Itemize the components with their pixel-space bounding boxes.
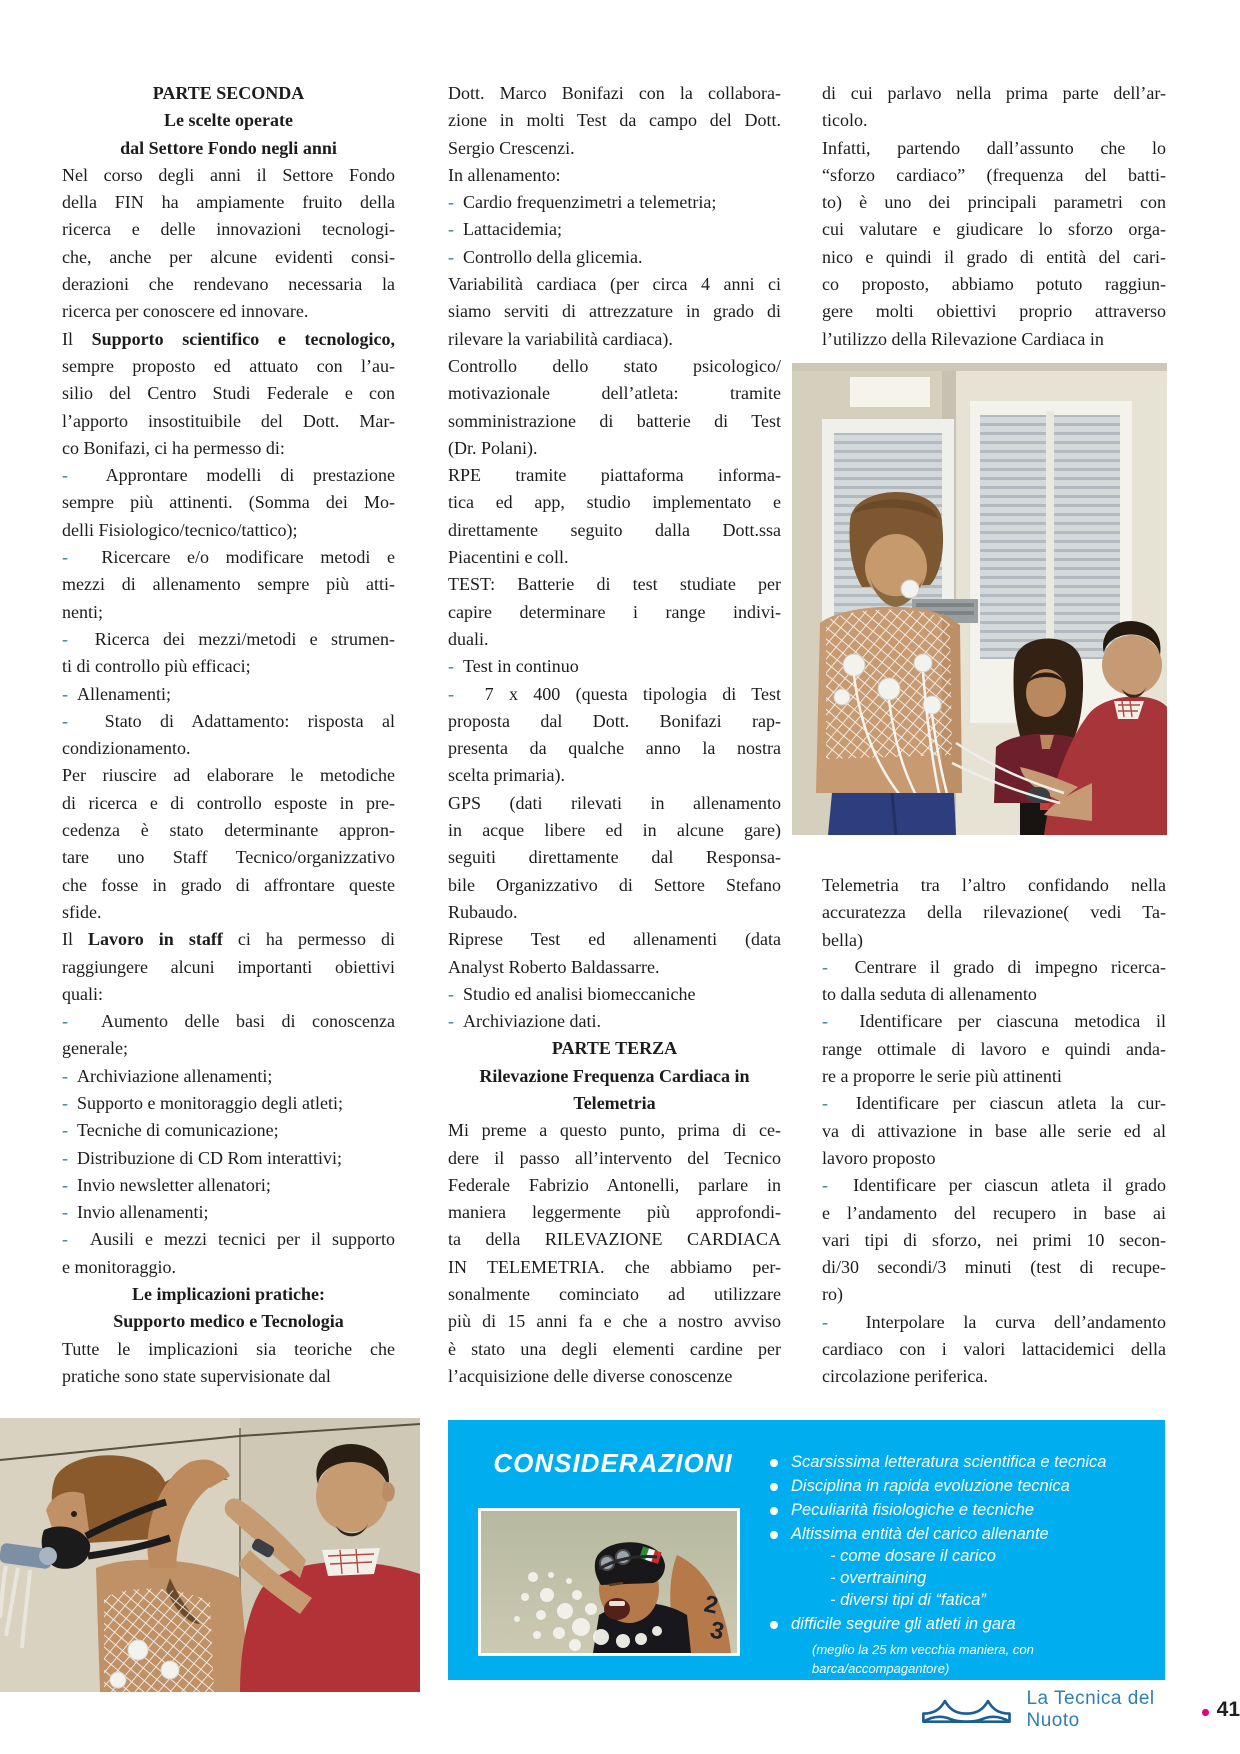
text-line: - Supporto e monitoraggio degli atleti; [62,1092,343,1113]
text-line: to) è uno dei principali parametri con [822,192,1166,213]
text-line: - Archiviazione allenamenti; [62,1065,273,1086]
text-line: sfide. [62,901,102,922]
text-line: siamo serviti di attrezzature in grado di [448,301,781,322]
text-line: - Tecniche di comunicazione; [62,1120,279,1141]
consideration-subitem: - overtraining [830,1569,927,1587]
text-line: Il Lavoro in staff ci ha permesso di [62,929,395,950]
wave-logo-icon [918,1693,1018,1727]
text-line: - Identificare per ciascuna metodica il [822,1011,1166,1032]
heading-line: Rilevazione Frequenza Cardiaca in [479,1065,750,1086]
text-line: scelta primaria). [448,765,565,786]
text-line: In allenamento: [448,164,561,185]
text-line: - Ausili e mezzi tecnici per il supporto [62,1229,395,1250]
bullet-dot-icon [770,1507,778,1515]
text-line: - Aumento delle basi di conoscenza [62,1011,395,1032]
text-line: gere molti obiettivi proprio attraverso [822,301,1166,322]
text-line: - Test in continuo [448,656,579,677]
text-line: di ricerca e di controllo esposte in pre- [62,792,395,813]
text-line: cedenza è stato determinante appron- [62,820,395,841]
text-line: Analyst Roberto Baldassarre. [448,956,660,977]
text-line: delli Fisiologico/tecnico/tattico); [62,519,298,540]
consideration-item: Peculiarità fisiologiche e tecniche [770,1501,1162,1520]
text-line: - Cardio frequenzimetri a telemetria; [448,192,717,213]
text-line: tare uno Staff Tecnico/organizzativo [62,847,395,868]
text-line: TEST: Batterie di test studiate per [448,574,781,595]
text-line: maniera leggermente più approfondi- [448,1202,781,1223]
text-line: di/30 secondi/3 minuti (test di recupe- [822,1257,1166,1278]
text-line: generale; [62,1038,128,1059]
text-line: IN TELEMETRIA. che abbiamo per- [448,1256,781,1277]
text-line: Variabilità cardiaca (per circa 4 anni ci [448,274,781,295]
text-line: Sergio Crescenzi. [448,137,575,158]
text-line: - Identificare per ciascun atleta il grado [822,1175,1166,1196]
text-line: - Lattacidemia; [448,219,562,240]
text-line: ta della RILEVAZIONE CARDIACA [448,1229,781,1250]
consideration-item: Scarsissima letteratura scientifica e tecnica [770,1453,1162,1472]
heading-line: PARTE SECONDA [152,83,305,103]
consideration-note: (meglio la 25 km vecchia maniera, con barca/accompagantore) [812,1642,1034,1676]
text-line: sempre proposto ed attuato con l’au- [62,355,395,376]
text-line: - 7 x 400 (questa tipologia di Test [448,683,781,704]
text-line: condizionamento. [62,738,191,759]
text-line: l’acquisizione delle diverse conoscenze [448,1365,733,1386]
text-line: “sforzo cardiaco” (frequenza del batti- [822,164,1166,185]
page-footer [918,1690,1240,1730]
considerazioni-bullet-list [770,1448,1162,1678]
text-line: accuratezza della rilevazione( vedi Ta- [822,902,1166,923]
text-line: co Bonifazi, ci ha permesso di: [62,437,285,458]
text-line: Per riuscire ad elaborare le metodiche [62,765,395,786]
text-line: rilevare la variabilità cardiaca). [448,328,673,349]
text-line: Piacentini e coll. [448,547,569,568]
ecg-telemetry-photo [792,363,1167,835]
text-line: che fosse in grado di affrontare queste [62,874,395,895]
text-line: dere il passo all’intervento del Tecnico [448,1147,781,1168]
consideration-item: Disciplina in rapida evoluzione tecnica [770,1477,1162,1496]
heading-line: Telemetria [573,1092,656,1113]
text-line: pratiche sono state supervisionate dal [62,1365,331,1386]
text-line: l’utilizzo della Rilevazione Cardiaca in [822,328,1104,349]
text-line: - Distribuzione di CD Rom interattivi; [62,1147,342,1168]
consideration-item: difficile seguire gli atleti in gara [770,1615,1162,1634]
mask-fitting-photo [0,1418,420,1692]
text-line: circolazione periferica. [822,1366,988,1387]
heading-line: Le scelte operate [164,110,293,131]
text-line: è stato una degli elementi cardine per [448,1338,781,1359]
text-column-2 [448,80,781,1390]
text-line: derazioni che rendevano necessaria la [62,274,395,295]
text-line: motivazionale dell’atleta: tramite [448,383,781,404]
bullet-dot-icon [770,1531,778,1539]
text-line: - Archiviazione dati. [448,1011,601,1032]
text-line: va di attivazione in base alle serie ed al [822,1120,1166,1141]
text-line: capire determinare i range indivi- [448,601,781,622]
text-line: seguiti direttamente dal Responsa- [448,847,781,868]
text-line: - Allenamenti; [62,683,171,704]
text-line: cui valutare e giudicare lo sforzo orga- [822,219,1166,240]
text-line: bella) [822,929,863,950]
text-line: direttamente seguito dalla Dott.ssa [448,519,781,540]
open-water-swimmer-photo [478,1508,740,1656]
text-line: co proposto, abbiamo potuto raggiun- [822,274,1166,295]
text-line: sonalmente cominciato ad utilizzare [448,1284,781,1305]
text-line: somministrazione di batterie di Test [448,410,781,431]
text-line: sempre più attinenti. (Somma dei Mo- [62,492,395,513]
text-line: Telemetria tra l’altro confidando nella [822,875,1166,895]
text-column-3-upper [822,80,1166,353]
text-line: - Centrare il grado di impegno ricerca- [822,956,1166,977]
text-line: presenta da qualche anno la nostra [448,738,781,759]
text-line: - Invio allenamenti; [62,1202,209,1223]
text-line: nico e quindi il grado di entità del cari- [822,246,1166,267]
text-line: ti di controllo più efficaci; [62,656,251,677]
text-line: Controllo dello stato psicologico/ [448,355,781,376]
text-line: - Ricerca dei mezzi/metodi e strumen- [62,628,395,649]
text-line: vari tipi di sforzo, nei primi 10 secon- [822,1229,1166,1250]
text-line: range ottimale di lavoro e quindi anda- [822,1038,1166,1059]
text-line: lavoro proposto [822,1147,936,1168]
consideration-item: Altissima entità del carico allenante [770,1525,1162,1544]
text-line: zione in molti Test da campo del Dott. [448,110,781,131]
text-line: RPE tramite piattaforma informa- [448,465,781,486]
text-line: Riprese Test ed allenamenti (data [448,929,781,950]
text-line: - Studio ed analisi biomeccaniche [448,983,696,1004]
text-line: Federale Fabrizio Antonelli, parlare in [448,1174,781,1195]
text-line: nenti; [62,601,103,622]
text-line: - Invio newsletter allenatori; [62,1174,271,1195]
page-number: 41 [1216,1698,1240,1721]
text-line: Dott. Marco Bonifazi con la collabora- [448,83,781,103]
text-column-3-lower [822,872,1166,1391]
text-line: e l’andamento del recupero in base ai [822,1202,1166,1223]
text-line: più di 15 anni fa e che a nostro avviso [448,1311,781,1332]
text-line: mezzi di allenamento sempre più atti- [62,574,395,595]
text-line: ticolo. [822,110,868,131]
text-line: Mi preme a questo punto, prima di ce- [448,1120,781,1141]
bullet-dot-icon [770,1483,778,1491]
text-line: raggiungere alcuni importanti obiettivi [62,956,395,977]
text-line: silio del Centro Studi Federale e con [62,383,395,404]
text-line: proposta dal Dott. Bonifazi rap- [448,710,781,731]
considerazioni-title: CONSIDERAZIONI [493,1448,733,1478]
text-line: to dalla seduta di allenamento [822,984,1037,1005]
text-line: - Approntare modelli di prestazione [62,465,395,486]
text-line: - Controllo della glicemia. [448,246,643,267]
heading-line: Le implicazioni pratiche: [132,1284,325,1305]
text-line: ro) [822,1284,843,1305]
text-line: re a proporre le serie più attinenti [822,1066,1062,1087]
text-line: quali: [62,983,103,1004]
text-line: (Dr. Polani). [448,437,538,458]
text-line: ricerca per conoscere ed innovare. [62,301,309,322]
text-line: ricerca e delle innovazioni tecnologi- [62,219,395,240]
footer-dot [1202,1709,1208,1716]
text-line: che, anche per alcune evidenti consi- [62,246,395,267]
text-line: e monitoraggio. [62,1256,176,1277]
text-line: bile Organizzativo di Settore Stefano [448,874,781,895]
text-line: - Ricercare e/o modificare metodi e [62,547,395,568]
consideration-subitem: - diversi tipi di “fatica” [830,1591,986,1609]
text-line: - Interpolare la curva dell’andamento [822,1311,1166,1332]
heading-line: Supporto medico e Tecnologia [113,1311,344,1332]
text-line: duali. [448,628,489,649]
text-line: l’apporto insostituibile del Dott. Mar- [62,410,395,431]
text-line: Il Supporto scientifico e tecnologico, [62,328,396,349]
text-line: in acque libere ed in alcune gare) [448,820,781,841]
text-line: GPS (dati rilevati in allenamento [448,792,781,813]
text-line: della FIN ha ampiamente fruito della [62,192,395,213]
considerazioni-panel [448,1420,1165,1680]
text-line: cardiaco con i valori lattacidemici della [822,1339,1166,1360]
text-line: - Identificare per ciascun atleta la cur- [822,1093,1166,1114]
heading-line: PARTE TERZA [551,1038,678,1059]
text-line: Nel corso degli anni il Settore Fondo [62,164,395,185]
text-line: di cui parlavo nella prima parte dell’ar- [822,83,1166,103]
consideration-subitem: - come dosare il carico [830,1547,996,1565]
swimmer-bib-digit-2: 2 [701,1590,721,1620]
text-line: - Stato di Adattamento: risposta al [62,710,395,731]
text-line: Infatti, partendo dall’assunto che lo [822,137,1166,158]
text-line: tica ed app, studio implementato e [448,492,781,513]
text-line: Tutte le implicazioni sia teoriche che [62,1338,395,1359]
bullet-dot-icon [770,1621,778,1629]
magazine-title: La Tecnica del Nuoto [1026,1688,1155,1731]
heading-line: dal Settore Fondo negli anni [120,137,337,158]
text-column-1 [62,80,395,1390]
swimmer-bib-digit-3: 3 [707,1616,727,1646]
bullet-dot-icon [770,1459,778,1467]
text-line: Rubaudo. [448,901,518,922]
